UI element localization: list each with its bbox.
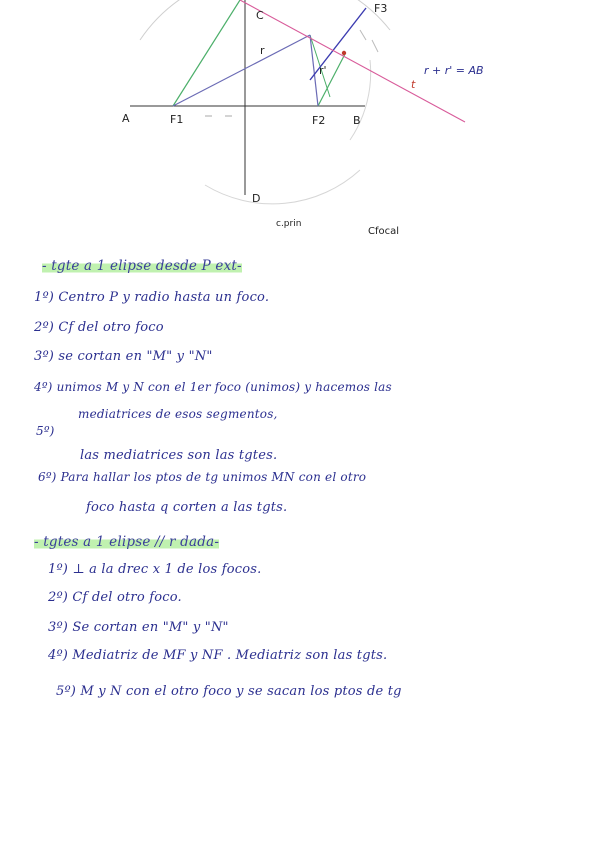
label-f1: F1 xyxy=(170,113,184,126)
green-line-right xyxy=(318,54,345,106)
line-r xyxy=(173,35,310,106)
section2-step-1: 1º) ⊥ a la drec x 1 de los focos. xyxy=(48,562,262,577)
section1-step-5-marker: 5º) xyxy=(36,424,55,438)
right-circle-arc xyxy=(350,60,371,140)
section2-step-3: 3º) Se cortan en "M" y "N" xyxy=(48,620,229,635)
section1-step-4-cont: mediatrices de esos segmentos, xyxy=(78,407,278,421)
label-r-prime: r' xyxy=(319,64,327,77)
section2-title xyxy=(34,534,219,550)
section1-step-6: 6º) Para hallar los ptos de tg unimos MN con el otro xyxy=(38,470,367,484)
section2-title-text: - tgtes a 1 elipse // r dada- xyxy=(34,534,220,550)
label-t: t xyxy=(411,78,416,91)
label-f2: F2 xyxy=(312,114,326,127)
tangent-point xyxy=(342,51,346,55)
section1-title xyxy=(42,258,242,274)
caption-focal: Cfocal xyxy=(368,226,400,237)
label-f3: F3 xyxy=(374,2,388,15)
section2-step-4: 4º) Mediatriz de MF y NF . Mediatriz son las tgts. xyxy=(48,648,388,663)
tangent-line xyxy=(240,0,465,122)
label-b: B xyxy=(353,114,361,127)
lower-circle-arc xyxy=(205,170,360,204)
principal-circle-arc xyxy=(140,0,390,40)
label-d: D xyxy=(252,192,261,205)
caption-principal: c.prin xyxy=(276,219,302,229)
section1-step-1: 1º) Centro P y radio hasta un foco. xyxy=(34,290,270,305)
equation-label: r + r' = AB xyxy=(424,64,484,77)
section1-step-5: las mediatrices son las tgtes. xyxy=(80,448,278,463)
section1-step-3: 3º) se cortan en "M" y "N" xyxy=(34,349,213,364)
label-a: A xyxy=(122,112,130,125)
section2-step-5: 5º) M y N con el otro foco y se sacan los ptos de tg xyxy=(56,684,402,699)
ellipse-construction-figure xyxy=(0,0,601,240)
section1-step-6-cont: foco hasta q corten a las tgts. xyxy=(86,500,288,515)
section1-step-4: 4º) unimos M y N con el 1er foco (unimos) y hacemos las xyxy=(34,380,392,394)
section2-step-2: 2º) Cf del otro foco. xyxy=(48,590,182,605)
section1-step-2: 2º) Cf del otro foco xyxy=(34,320,164,335)
label-r: r xyxy=(260,44,265,57)
section1-title-text: - tgte a 1 elipse desde P ext- xyxy=(42,258,242,274)
label-c: C xyxy=(256,9,264,22)
green-line-left xyxy=(173,0,240,106)
